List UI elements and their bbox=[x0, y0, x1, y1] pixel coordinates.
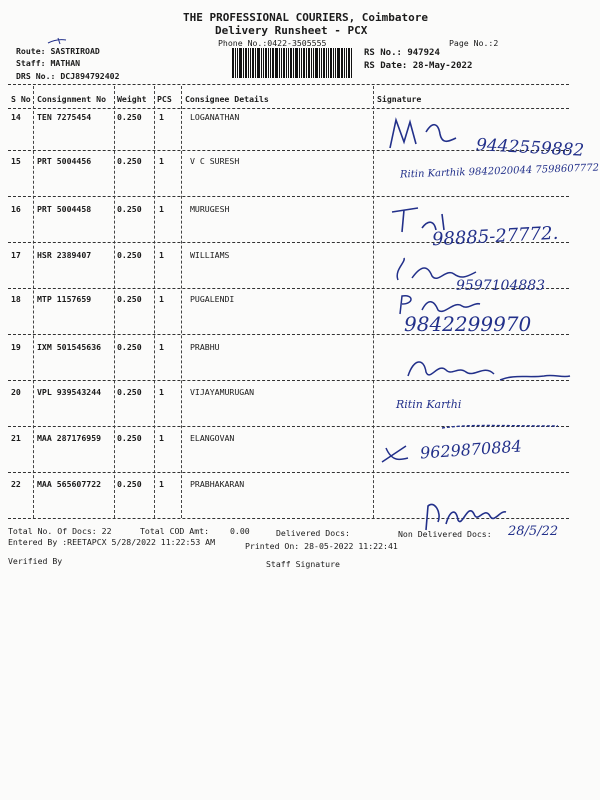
barcode-bar bbox=[235, 48, 236, 78]
row-pcs: 1 bbox=[159, 112, 164, 122]
row-consignee: MURUGESH bbox=[190, 204, 230, 214]
document-title: Delivery Runsheet - PCX bbox=[215, 24, 368, 37]
row-consignment: TEN 7275454 bbox=[37, 112, 92, 122]
entered-by: Entered By :REETAPCX 5/28/2022 11:22:53 AM bbox=[8, 537, 216, 547]
barcode-bar bbox=[243, 48, 244, 78]
row-consignee: WILLIAMS bbox=[190, 250, 230, 260]
row-consignee: PRABHU bbox=[190, 342, 220, 352]
barcode-bar bbox=[245, 48, 247, 78]
row-weight: 0.250 bbox=[117, 204, 142, 214]
delivered-docs-label: Delivered Docs: bbox=[276, 528, 350, 538]
row-consignment: MAA 565607722 bbox=[37, 479, 102, 489]
row-pcs: 1 bbox=[159, 387, 164, 397]
staff-signature-label: Staff Signature bbox=[266, 559, 340, 569]
row-sno: 16 bbox=[11, 204, 21, 214]
barcode-bar bbox=[286, 48, 287, 78]
pen-mark bbox=[46, 36, 76, 46]
barcode-bar bbox=[319, 48, 320, 78]
barcode-bar bbox=[303, 48, 305, 78]
col-header-consignment: Consignment No bbox=[37, 94, 107, 104]
barcode-bar bbox=[315, 48, 318, 78]
col-header-consignee: Consignee Details bbox=[185, 94, 269, 104]
signature-scribble bbox=[386, 112, 466, 152]
row-consignment: MTP 1157659 bbox=[37, 294, 92, 304]
row-pcs: 1 bbox=[159, 156, 164, 166]
barcode-bar bbox=[257, 48, 260, 78]
total-cod-value: 0.00 bbox=[230, 526, 250, 536]
barcode bbox=[232, 48, 356, 78]
row-consignee: V C SURESH bbox=[190, 156, 240, 166]
signature-scribble bbox=[404, 352, 574, 388]
row-sno: 17 bbox=[11, 250, 21, 260]
handwritten-date: 28/5/22 bbox=[508, 524, 559, 539]
barcode-bar bbox=[268, 48, 269, 78]
row-consignee: ELANGOVAN bbox=[190, 433, 235, 443]
row-weight: 0.250 bbox=[117, 156, 142, 166]
barcode-bar bbox=[288, 48, 289, 78]
barcode-bar bbox=[265, 48, 267, 78]
barcode-bar bbox=[252, 48, 254, 78]
row-weight: 0.250 bbox=[117, 433, 142, 443]
row-consignment: PRT 5004456 bbox=[37, 156, 92, 166]
barcode-bar bbox=[281, 48, 282, 78]
row-sno: 21 bbox=[11, 433, 21, 443]
barcode-bar bbox=[290, 48, 292, 78]
row-pcs: 1 bbox=[159, 294, 164, 304]
row-divider bbox=[8, 472, 569, 473]
barcode-bar bbox=[299, 48, 300, 78]
barcode-bar bbox=[330, 48, 332, 78]
col-header-weight: Weight bbox=[117, 94, 147, 104]
row-divider bbox=[8, 196, 569, 197]
row-consignment: HSR 2389407 bbox=[37, 250, 92, 260]
handwritten-phone: 9597104883 bbox=[456, 278, 546, 294]
row-consignment: MAA 287176959 bbox=[37, 433, 102, 443]
barcode-bar bbox=[237, 48, 238, 78]
company-title: THE PROFESSIONAL COURIERS, Coimbatore bbox=[183, 11, 429, 24]
row-weight: 0.250 bbox=[117, 112, 142, 122]
route-label: Route: SASTRIROAD bbox=[16, 46, 100, 56]
barcode-bar bbox=[270, 48, 271, 78]
handwritten-phone: 9842299970 bbox=[404, 312, 532, 336]
barcode-bar bbox=[283, 48, 285, 78]
drs-number: DRS No.: DCJ894792402 bbox=[16, 71, 120, 81]
barcode-bar bbox=[272, 48, 274, 78]
barcode-bar bbox=[295, 48, 298, 78]
barcode-bar bbox=[326, 48, 327, 78]
total-cod-label: Total COD Amt: bbox=[140, 526, 210, 536]
row-sno: 14 bbox=[11, 112, 21, 122]
row-weight: 0.250 bbox=[117, 294, 142, 304]
barcode-bar bbox=[261, 48, 262, 78]
handwritten-note: Ritin Karthik 9842020044 7598607772 bbox=[399, 162, 600, 181]
barcode-bar bbox=[323, 48, 325, 78]
row-consignee: PRABHAKARAN bbox=[190, 479, 245, 489]
row-pcs: 1 bbox=[159, 250, 164, 260]
barcode-bar bbox=[337, 48, 340, 78]
row-weight: 0.250 bbox=[117, 250, 142, 260]
row-consignee: LOGANATHAN bbox=[190, 112, 240, 122]
barcode-bar bbox=[321, 48, 322, 78]
handwritten-phone: 98885-27772. bbox=[431, 222, 559, 251]
signature-scribble bbox=[440, 420, 560, 434]
printed-on: Printed On: 28-05-2022 11:22:41 bbox=[245, 541, 398, 551]
barcode-bar bbox=[263, 48, 264, 78]
barcode-bar bbox=[255, 48, 256, 78]
barcode-bar bbox=[232, 48, 234, 78]
barcode-bar bbox=[250, 48, 251, 78]
staff-label: Staff: MATHAN bbox=[16, 58, 81, 68]
row-consignee: PUGALENDI bbox=[190, 294, 235, 304]
barcode-bar bbox=[239, 48, 242, 78]
barcode-bar bbox=[275, 48, 278, 78]
verified-by: Verified By bbox=[8, 556, 63, 566]
col-header-signature: Signature bbox=[377, 94, 422, 104]
barcode-bar bbox=[311, 48, 312, 78]
barcode-bar bbox=[346, 48, 347, 78]
col-header-pcs: PCS bbox=[157, 94, 172, 104]
barcode-bar bbox=[306, 48, 307, 78]
row-weight: 0.250 bbox=[117, 479, 142, 489]
barcode-bar bbox=[335, 48, 336, 78]
header-bottom-rule bbox=[8, 108, 569, 109]
row-sno: 20 bbox=[11, 387, 21, 397]
handwritten-phone: 9629870884 bbox=[419, 436, 523, 463]
row-weight: 0.250 bbox=[117, 387, 142, 397]
barcode-bar bbox=[279, 48, 280, 78]
row-sno: 19 bbox=[11, 342, 21, 352]
header-top-rule bbox=[8, 84, 569, 85]
col-header-sno: S No bbox=[11, 94, 31, 104]
row-sno: 15 bbox=[11, 156, 21, 166]
page-number: Page No.:2 bbox=[449, 38, 499, 48]
row-consignee: VIJAYAMURUGAN bbox=[190, 387, 255, 397]
row-weight: 0.250 bbox=[117, 342, 142, 352]
row-pcs: 1 bbox=[159, 479, 164, 489]
row-sno: 18 bbox=[11, 294, 21, 304]
barcode-bar bbox=[341, 48, 343, 78]
row-pcs: 1 bbox=[159, 433, 164, 443]
barcode-bar bbox=[348, 48, 350, 78]
barcode-bar bbox=[308, 48, 310, 78]
row-consignment: PRT 5004458 bbox=[37, 204, 92, 214]
signature-scribble bbox=[378, 442, 412, 466]
phone-number: Phone No.:0422-3505555 bbox=[218, 38, 327, 48]
barcode-bar bbox=[248, 48, 249, 78]
row-pcs: 1 bbox=[159, 342, 164, 352]
barcode-bar bbox=[301, 48, 302, 78]
barcode-bar bbox=[344, 48, 345, 78]
barcode-bar bbox=[351, 48, 352, 78]
staff-signature-scribble bbox=[420, 496, 510, 536]
non-delivered-docs-label: Non Delivered Docs: bbox=[398, 529, 492, 539]
row-consignment: IXM 501545636 bbox=[37, 342, 102, 352]
row-consignment: VPL 939543244 bbox=[37, 387, 102, 397]
total-docs: Total No. Of Docs: 22 bbox=[8, 526, 112, 536]
handwritten-phone: 9442559882 bbox=[475, 135, 585, 161]
rs-number: RS No.: 947924 bbox=[364, 48, 440, 58]
barcode-bar bbox=[333, 48, 334, 78]
handwritten-note: Ritin Karthi bbox=[396, 398, 462, 411]
barcode-bar bbox=[328, 48, 329, 78]
barcode-bar bbox=[313, 48, 314, 78]
row-pcs: 1 bbox=[159, 204, 164, 214]
rs-date: RS Date: 28-May-2022 bbox=[364, 61, 473, 71]
barcode-bar bbox=[293, 48, 294, 78]
row-sno: 22 bbox=[11, 479, 21, 489]
